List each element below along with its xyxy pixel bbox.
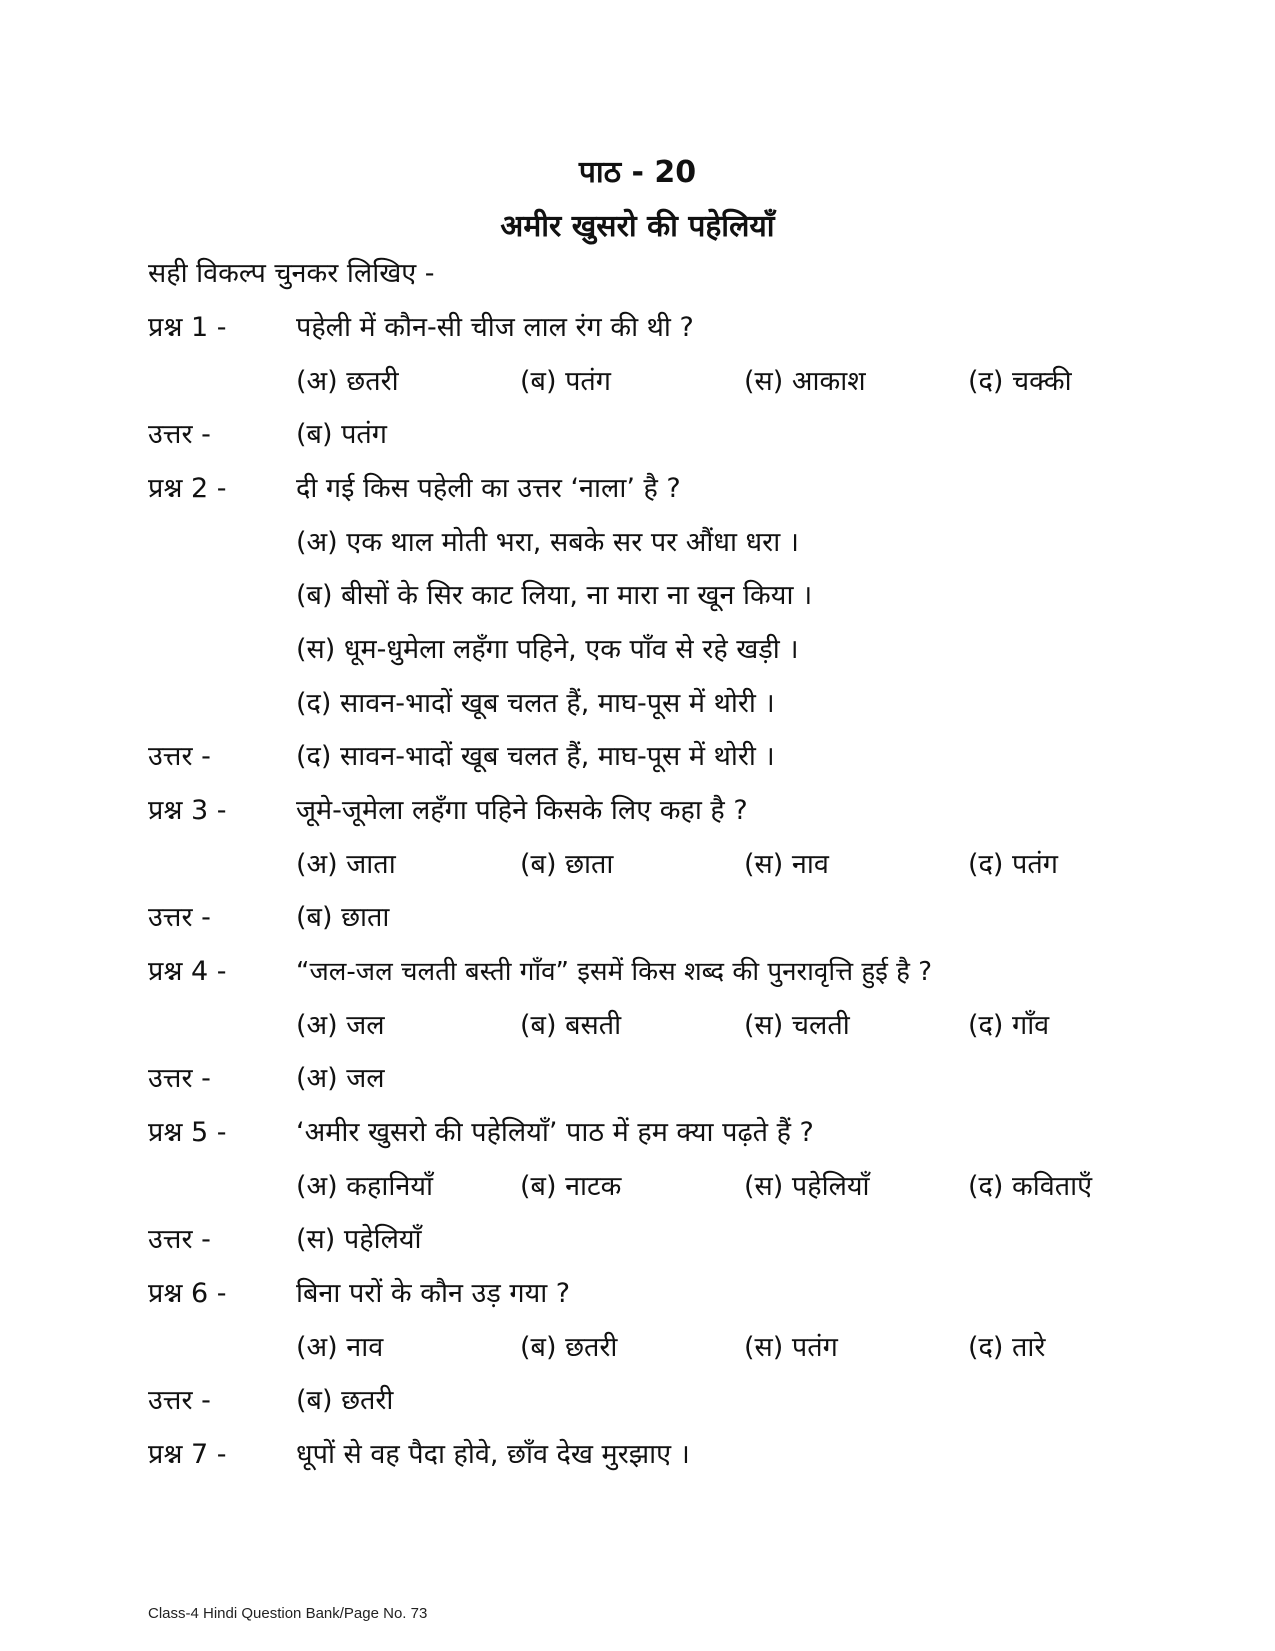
lesson-number: पाठ - 20 — [578, 155, 697, 190]
question-text: पहेली में कौन-सी चीज लाल रंग की थी ? — [296, 312, 694, 343]
answer-text: (अ) जल — [296, 1063, 385, 1094]
options-row — [296, 1328, 1196, 1368]
option: (स) धूम-धुमेला लहँगा पहिने, एक पाँव से रहे खड़ी । — [296, 634, 799, 665]
answer-label: उत्तर - — [148, 902, 211, 933]
question-label: प्रश्न 1 - — [148, 312, 227, 343]
question-text: धूपों से वह पैदा होवे, छाँव देख मुरझाए । — [296, 1439, 690, 1470]
option: (ब) छाता — [520, 849, 614, 880]
question-text: ‘अमीर खुसरो की पहेलियाँ’ पाठ में हम क्या पढ़ते हैं ? — [296, 1117, 814, 1148]
option: (द) गाँव — [968, 1010, 1050, 1041]
question-label: प्रश्न 3 - — [148, 795, 227, 826]
option: (स) चलती — [744, 1010, 850, 1041]
options-row — [296, 1006, 1196, 1046]
option: (अ) छतरी — [296, 366, 399, 397]
answer-label: उत्तर - — [148, 1224, 211, 1255]
question-label: प्रश्न 2 - — [148, 473, 227, 504]
option: (द) कविताएँ — [968, 1171, 1093, 1202]
option: (अ) एक थाल मोती भरा, सबके सर पर औंधा धरा । — [296, 527, 800, 558]
option: (ब) नाटक — [520, 1171, 622, 1202]
instruction: सही विकल्प चुनकर लिखिए - — [148, 258, 435, 289]
option: (स) नाव — [744, 849, 829, 880]
question-text: दी गई किस पहेली का उत्तर ‘नाला’ है ? — [296, 473, 681, 504]
option: (ब) बीसों के सिर काट लिया, ना मारा ना खून किया । — [296, 580, 813, 611]
option: (स) आकाश — [744, 366, 866, 397]
answer-text: (ब) छतरी — [296, 1385, 394, 1416]
option: (द) चक्की — [968, 366, 1072, 397]
option: (ब) बसती — [520, 1010, 622, 1041]
question-text: जूमे-जूमेला लहँगा पहिने किसके लिए कहा है ? — [296, 795, 748, 826]
option: (स) पतंग — [744, 1332, 838, 1363]
option: (द) तारे — [968, 1332, 1046, 1363]
option: (द) पतंग — [968, 849, 1058, 880]
options-row — [296, 1167, 1196, 1207]
answer-label: उत्तर - — [148, 1063, 211, 1094]
question-label: प्रश्न 5 - — [148, 1117, 227, 1148]
answer-text: (स) पहेलियाँ — [296, 1224, 422, 1255]
option: (अ) जल — [296, 1010, 385, 1041]
option: (द) सावन-भादों खूब चलत हैं, माघ-पूस में थोरी । — [296, 688, 775, 719]
answer-label: उत्तर - — [148, 419, 211, 450]
option: (अ) नाव — [296, 1332, 384, 1363]
option: (अ) जाता — [296, 849, 396, 880]
question-label: प्रश्न 7 - — [148, 1439, 227, 1470]
option: (ब) पतंग — [520, 366, 611, 397]
answer-text: (ब) पतंग — [296, 419, 387, 450]
page-footer: Class-4 Hindi Question Bank/Page No. 73 — [148, 1605, 428, 1622]
question-label: प्रश्न 6 - — [148, 1278, 227, 1309]
option: (स) पहेलियाँ — [744, 1171, 870, 1202]
question-text: बिना परों के कौन उड़ गया ? — [296, 1278, 571, 1309]
answer-text: (ब) छाता — [296, 902, 390, 933]
question-text: “जल-जल चलती बस्ती गाँव” इसमें किस शब्द की पुनरावृत्ति हुई है ? — [296, 957, 933, 987]
answer-label: उत्तर - — [148, 1385, 211, 1416]
options-row — [296, 362, 1196, 402]
question-label: प्रश्न 4 - — [148, 956, 227, 987]
option: (ब) छतरी — [520, 1332, 618, 1363]
lesson-title: अमीर खुसरो की पहेलियाँ — [500, 209, 775, 244]
option: (अ) कहानियाँ — [296, 1171, 433, 1202]
answer-text: (द) सावन-भादों खूब चलत हैं, माघ-पूस में थोरी । — [296, 741, 775, 772]
answer-label: उत्तर - — [148, 741, 211, 772]
options-row — [296, 845, 1196, 885]
